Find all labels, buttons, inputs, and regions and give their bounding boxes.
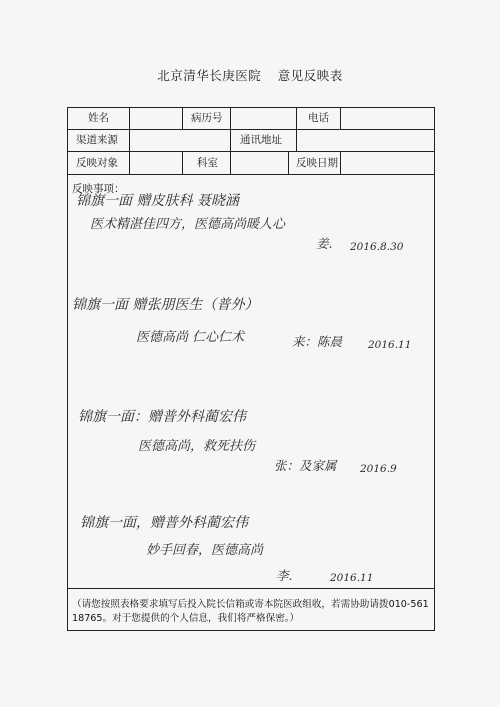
name-label: 姓名 <box>88 112 109 124</box>
address-label: 通讯地址 <box>240 134 282 146</box>
col-divider <box>230 129 231 151</box>
col-divider <box>129 129 130 151</box>
entry-1-line-1: 锦旗一面 赠皮肤科 聂晓涵 <box>76 193 239 209</box>
entry-3-line-2: 医德高尚，救死扶伤 <box>138 439 256 454</box>
entry-3-date: 2016.9 <box>360 463 397 475</box>
col-divider <box>230 108 231 129</box>
row-divider <box>68 129 434 130</box>
entry-1-line-2: 医术精湛佳四方，医德高尚暖人心 <box>90 217 286 232</box>
hospital-name: 北京清华长庚医院 <box>157 68 262 83</box>
row-divider <box>68 588 434 589</box>
entry-4-date: 2016.11 <box>330 572 374 584</box>
col-divider <box>288 151 289 174</box>
col-divider <box>340 108 341 129</box>
col-divider <box>340 151 341 174</box>
col-divider <box>296 129 297 151</box>
feedback-form <box>67 107 435 631</box>
entry-2-date: 2016.11 <box>368 339 412 351</box>
entry-1-signature: 姜. <box>316 236 333 251</box>
entry-2-line-2: 医德高尚 仁心仁术 <box>136 330 245 345</box>
subject-label: 反映对象 <box>76 157 118 169</box>
col-divider <box>230 151 231 174</box>
entry-4-line-1: 锦旗一面，赠普外科蔺宏伟 <box>80 515 248 531</box>
col-divider <box>182 151 183 174</box>
phone-label: 电话 <box>308 112 329 124</box>
department-label: 科室 <box>197 157 218 169</box>
entry-2-line-1: 锦旗一面 赠张朋医生（普外） <box>72 297 259 313</box>
entry-4-signature: 李. <box>276 568 293 583</box>
entry-3-signature: 张：及家属 <box>274 458 337 473</box>
form-title <box>0 66 500 84</box>
matters-label: 反映事项： <box>72 183 125 195</box>
entry-3-line-1: 锦旗一面：赠普外科蔺宏伟 <box>78 409 246 425</box>
source-label: 渠道来源 <box>76 134 118 146</box>
footer-note: （请您按照表格要求填写后投入院长信箱或寄本院医政组收，若需协助请拨010-56118765。对于您提供的个人信息，我们将严格保密。） <box>72 599 429 624</box>
entry-4-line-2: 妙手回春，医德高尚 <box>146 543 264 558</box>
col-divider <box>129 151 130 174</box>
date-label: 反映日期 <box>296 157 338 169</box>
entry-1-date: 2016.8.30 <box>350 241 404 253</box>
entry-2-signature: 来：陈晨 <box>292 334 343 349</box>
row-divider <box>68 174 434 175</box>
record-no-label: 病历号 <box>191 112 223 124</box>
col-divider <box>296 108 297 129</box>
col-divider <box>182 108 183 129</box>
col-divider <box>129 108 130 129</box>
row-divider <box>68 151 434 152</box>
form-name: 意见反映表 <box>277 68 343 83</box>
